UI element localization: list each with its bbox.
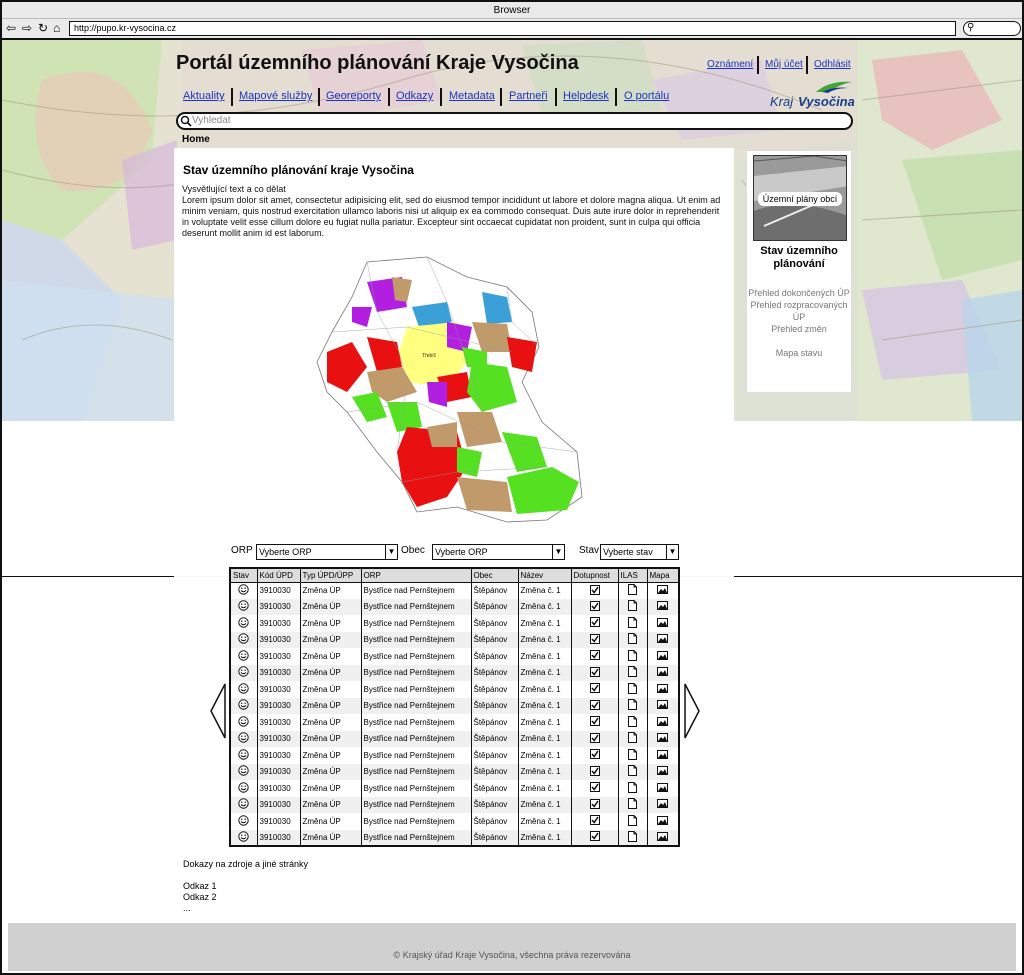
separator <box>231 88 233 106</box>
nav-item-helpdesk[interactable]: Helpdesk <box>563 90 609 102</box>
document-icon[interactable] <box>618 747 647 764</box>
nav-item-metadata[interactable]: Metadata <box>449 90 495 102</box>
cell-kod: 3910030 <box>257 599 300 616</box>
document-icon[interactable] <box>618 582 647 599</box>
thumbnail-image[interactable] <box>753 155 847 241</box>
map-image-icon[interactable] <box>647 648 679 665</box>
cell-obec: Štěpánov <box>471 632 518 649</box>
separator <box>318 88 320 106</box>
plans-table <box>229 567 680 847</box>
col-kod[interactable]: Kód ÚPD <box>257 568 300 582</box>
chevron-down-icon: ▼ <box>385 545 397 559</box>
availability-checkbox-icon[interactable] <box>571 648 618 665</box>
status-smiley-icon <box>230 813 257 830</box>
cell-orp: Bystřice nad Pernštejnem <box>361 731 471 748</box>
cell-orp: Bystřice nad Pernštejnem <box>361 632 471 649</box>
cell-orp: Bystřice nad Pernštejnem <box>361 582 471 599</box>
nav-item-map-services[interactable]: Mapové služby <box>239 90 313 102</box>
cell-kod: 3910030 <box>257 648 300 665</box>
table-row[interactable] <box>230 698 679 715</box>
sidebar-link-completed[interactable]: Přehled dokončených ÚP <box>748 288 850 298</box>
thumbnail-caption: Územní plány obcí <box>758 192 842 206</box>
cell-typ: Změna ÚP <box>300 797 361 814</box>
cell-nazev: Změna č. 1 <box>518 665 571 682</box>
cell-obec: Štěpánov <box>471 780 518 797</box>
cell-typ: Změna ÚP <box>300 582 361 599</box>
link-item[interactable]: Odkaz 2 <box>183 892 217 902</box>
cell-obec: Štěpánov <box>471 813 518 830</box>
intro-paragraph: Lorem ipsum dolor sit amet, consectetur adipisicing elit, sed do eiusmod tempor incididunt ut labore et dolore magna aliqua. Ut enim ad minim veniam, quis nostrud exercitation ullamco laboris nisi ut aliquip ex ea commodo consequat. Duis aute irure dolor in reprehenderit in voluptate velit esse cillum dolore eu fugiat nulla pariatur. Excepteur sint occaecat cupidatat non proident, sunt in culpa qui officia deserunt mollit anim id est laborum. <box>182 195 721 238</box>
sidebar-title: Stav územního plánování <box>760 245 838 270</box>
status-smiley-icon <box>230 830 257 847</box>
table-header-row <box>230 568 679 582</box>
cell-nazev: Změna č. 1 <box>518 648 571 665</box>
document-icon[interactable] <box>618 632 647 649</box>
search-input[interactable] <box>176 112 853 130</box>
chevron-down-icon: ▼ <box>666 545 678 559</box>
cell-orp: Bystřice nad Pernštejnem <box>361 747 471 764</box>
availability-checkbox-icon[interactable] <box>571 582 618 599</box>
table-row[interactable] <box>230 599 679 616</box>
col-mapa[interactable]: Mapa <box>647 568 679 582</box>
cell-obec: Štěpánov <box>471 599 518 616</box>
cell-kod: 3910030 <box>257 632 300 649</box>
nav-item-about[interactable]: O portálu <box>624 90 670 102</box>
status-smiley-icon <box>230 681 257 698</box>
cell-nazev: Změna č. 1 <box>518 764 571 781</box>
cell-typ: Změna ÚP <box>300 648 361 665</box>
table-row[interactable] <box>230 747 679 764</box>
document-icon[interactable] <box>618 698 647 715</box>
separator <box>388 88 390 106</box>
nav-item-georeports[interactable]: Georeporty <box>326 90 382 102</box>
cell-typ: Změna ÚP <box>300 698 361 715</box>
cell-nazev: Změna č. 1 <box>518 714 571 731</box>
search-placeholder: Vyhledat <box>192 115 231 126</box>
status-smiley-icon <box>230 632 257 649</box>
region-map[interactable] <box>307 252 590 525</box>
footer <box>8 923 1016 971</box>
map-image-icon[interactable] <box>647 714 679 731</box>
link-notices[interactable]: Oznámení <box>707 59 754 70</box>
status-smiley-icon <box>230 582 257 599</box>
availability-checkbox-icon[interactable] <box>571 681 618 698</box>
table-row[interactable] <box>230 665 679 682</box>
cell-nazev: Změna č. 1 <box>518 780 571 797</box>
cell-typ: Změna ÚP <box>300 665 361 682</box>
cell-typ: Změna ÚP <box>300 714 361 731</box>
cell-orp: Bystřice nad Pernštejnem <box>361 797 471 814</box>
cell-orp: Bystřice nad Pernštejnem <box>361 813 471 830</box>
cell-typ: Změna ÚP <box>300 599 361 616</box>
map-image-icon[interactable] <box>647 830 679 847</box>
cell-obec: Štěpánov <box>471 830 518 847</box>
map-image-icon[interactable] <box>647 681 679 698</box>
prev-page-arrow-icon[interactable] <box>209 683 227 742</box>
search-icon <box>180 115 192 127</box>
filter-stav-label: Stav <box>579 545 600 556</box>
cell-orp: Bystřice nad Pernštejnem <box>361 615 471 632</box>
status-smiley-icon <box>230 714 257 731</box>
availability-checkbox-icon[interactable] <box>571 698 618 715</box>
logo-vysocina: Vysočina <box>798 94 854 109</box>
cell-nazev: Změna č. 1 <box>518 731 571 748</box>
cell-typ: Změna ÚP <box>300 731 361 748</box>
sidebar-link-map[interactable]: Mapa stavu <box>775 348 823 358</box>
nav-item-news[interactable]: Aktuality <box>183 90 225 102</box>
obec-select[interactable]: Vyberte ORP ▼ <box>432 544 565 560</box>
cell-kod: 3910030 <box>257 731 300 748</box>
cell-nazev: Změna č. 1 <box>518 797 571 814</box>
availability-checkbox-icon[interactable] <box>571 665 618 682</box>
nav-item-links[interactable]: Odkazy <box>396 90 434 102</box>
address-bar[interactable]: http://pupo.kr-vysocina.cz <box>69 21 956 36</box>
cell-nazev: Změna č. 1 <box>518 681 571 698</box>
window-title: Browser <box>2 2 1022 19</box>
document-icon[interactable] <box>618 615 647 632</box>
cell-nazev: Změna č. 1 <box>518 830 571 847</box>
document-icon[interactable] <box>618 665 647 682</box>
cell-typ: Změna ÚP <box>300 632 361 649</box>
stav-select[interactable]: Vyberte stav ▼ <box>600 544 679 560</box>
cell-kod: 3910030 <box>257 582 300 599</box>
col-dostupnost[interactable]: Dotupnost <box>571 568 618 582</box>
table-row[interactable] <box>230 632 679 649</box>
map-image-icon[interactable] <box>647 582 679 599</box>
orp-select[interactable]: Vyberte ORP ▼ <box>256 544 398 560</box>
status-smiley-icon <box>230 780 257 797</box>
cell-nazev: Změna č. 1 <box>518 698 571 715</box>
map-image-icon[interactable] <box>647 665 679 682</box>
map-image-icon[interactable] <box>647 632 679 649</box>
link-logout[interactable]: Odhlásit <box>814 59 851 70</box>
section-heading: Stav územního plánování kraje Vysočina <box>183 163 414 177</box>
cell-nazev: Změna č. 1 <box>518 632 571 649</box>
map-image-icon[interactable] <box>647 599 679 616</box>
browser-toolbar <box>2 19 1022 40</box>
cell-kod: 3910030 <box>257 681 300 698</box>
cell-kod: 3910030 <box>257 797 300 814</box>
cell-kod: 3910030 <box>257 780 300 797</box>
document-icon[interactable] <box>618 681 647 698</box>
table-row[interactable] <box>230 582 679 599</box>
table-row[interactable] <box>230 731 679 748</box>
page-title: Portál územního plánování Kraje Vysočina <box>176 52 579 74</box>
availability-checkbox-icon[interactable] <box>571 632 618 649</box>
separator <box>615 88 617 106</box>
document-icon[interactable] <box>618 797 647 814</box>
sidebar-link-changes[interactable]: Přehled změn <box>771 324 827 334</box>
cell-kod: 3910030 <box>257 813 300 830</box>
col-nazev[interactable]: Název <box>518 568 571 582</box>
separator <box>440 88 442 106</box>
availability-checkbox-icon[interactable] <box>571 830 618 847</box>
availability-checkbox-icon[interactable] <box>571 731 618 748</box>
cell-orp: Bystřice nad Pernštejnem <box>361 698 471 715</box>
cell-orp: Bystřice nad Pernštejnem <box>361 764 471 781</box>
cell-nazev: Změna č. 1 <box>518 615 571 632</box>
cell-orp: Bystřice nad Pernštejnem <box>361 830 471 847</box>
link-item[interactable]: Odkaz 1 <box>183 881 217 891</box>
document-icon[interactable] <box>618 813 647 830</box>
cell-typ: Změna ÚP <box>300 830 361 847</box>
copyright-icon: © <box>393 950 401 960</box>
map-image-icon[interactable] <box>647 615 679 632</box>
map-label-trebic: Třebíč <box>422 353 437 359</box>
cell-orp: Bystřice nad Pernštejnem <box>361 665 471 682</box>
status-smiley-icon <box>230 731 257 748</box>
sidebar-link-in-progress[interactable]: Přehled rozpracovaných ÚP <box>750 300 848 322</box>
cell-obec: Štěpánov <box>471 582 518 599</box>
cell-orp: Bystřice nad Pernštejnem <box>361 780 471 797</box>
document-icon[interactable] <box>618 830 647 847</box>
filter-obec-label: Obec <box>401 545 425 556</box>
table-row[interactable] <box>230 615 679 632</box>
document-icon[interactable] <box>618 764 647 781</box>
cell-obec: Štěpánov <box>471 797 518 814</box>
map-image-icon[interactable] <box>647 747 679 764</box>
table-row[interactable] <box>230 681 679 698</box>
cell-kod: 3910030 <box>257 764 300 781</box>
cell-orp: Bystřice nad Pernštejnem <box>361 681 471 698</box>
col-typ[interactable]: Typ ÚPD/ÚPP <box>300 568 361 582</box>
cell-obec: Štěpánov <box>471 747 518 764</box>
col-obec[interactable]: Obec <box>471 568 518 582</box>
document-icon[interactable] <box>618 599 647 616</box>
table-row[interactable] <box>230 797 679 814</box>
cell-obec: Štěpánov <box>471 731 518 748</box>
status-smiley-icon <box>230 698 257 715</box>
intro-label: Vysvětlující text a co dělat <box>182 184 286 194</box>
availability-checkbox-icon[interactable] <box>571 714 618 731</box>
cell-typ: Změna ÚP <box>300 780 361 797</box>
kraj-vysocina-logo[interactable] <box>770 80 854 110</box>
col-ilas[interactable]: ILAS <box>618 568 647 582</box>
table-row[interactable] <box>230 830 679 847</box>
back-icon[interactable]: ⇦ <box>6 21 17 35</box>
footer-text: Krajský úřad Kraje Vysočina, všechna práva rezervována <box>402 950 631 960</box>
logo-kraj: Kraj <box>770 94 794 109</box>
filter-orp-label: ORP <box>231 545 253 556</box>
availability-checkbox-icon[interactable] <box>571 747 618 764</box>
search-icon: ⚲ <box>967 22 975 33</box>
cell-obec: Štěpánov <box>471 681 518 698</box>
separator <box>500 88 502 106</box>
browser-search[interactable] <box>963 21 1021 36</box>
cell-obec: Štěpánov <box>471 665 518 682</box>
status-smiley-icon <box>230 599 257 616</box>
document-icon[interactable] <box>618 780 647 797</box>
availability-checkbox-icon[interactable] <box>571 780 618 797</box>
reload-icon[interactable]: ↻ <box>38 21 49 35</box>
cell-nazev: Změna č. 1 <box>518 747 571 764</box>
cell-orp: Bystřice nad Pernštejnem <box>361 714 471 731</box>
cell-obec: Štěpánov <box>471 615 518 632</box>
cell-nazev: Změna č. 1 <box>518 599 571 616</box>
map-image-icon[interactable] <box>647 764 679 781</box>
link-my-account[interactable]: Můj účet <box>765 59 803 70</box>
table-row[interactable] <box>230 764 679 781</box>
cell-orp: Bystřice nad Pernštejnem <box>361 648 471 665</box>
table-row[interactable] <box>230 813 679 830</box>
sidebar-card <box>746 150 852 393</box>
cell-typ: Změna ÚP <box>300 747 361 764</box>
table-row[interactable] <box>230 648 679 665</box>
status-smiley-icon <box>230 797 257 814</box>
link-item: ... <box>183 903 191 913</box>
cell-nazev: Změna č. 1 <box>518 813 571 830</box>
cell-typ: Změna ÚP <box>300 681 361 698</box>
status-smiley-icon <box>230 665 257 682</box>
availability-checkbox-icon[interactable] <box>571 615 618 632</box>
availability-checkbox-icon[interactable] <box>571 797 618 814</box>
separator <box>555 88 557 106</box>
document-icon[interactable] <box>618 731 647 748</box>
col-stav[interactable]: Stav <box>230 568 257 582</box>
sidebar-links <box>747 287 851 359</box>
cell-typ: Změna ÚP <box>300 813 361 830</box>
nav-item-partners[interactable]: Partneři <box>509 90 548 102</box>
document-icon[interactable] <box>618 714 647 731</box>
cell-kod: 3910030 <box>257 665 300 682</box>
cell-kod: 3910030 <box>257 615 300 632</box>
status-smiley-icon <box>230 648 257 665</box>
availability-checkbox-icon[interactable] <box>571 599 618 616</box>
map-image-icon[interactable] <box>647 813 679 830</box>
cell-kod: 3910030 <box>257 698 300 715</box>
cell-typ: Změna ÚP <box>300 764 361 781</box>
intro-text <box>182 184 722 239</box>
separator <box>757 56 759 74</box>
document-icon[interactable] <box>618 648 647 665</box>
cell-nazev: Změna č. 1 <box>518 582 571 599</box>
cell-obec: Štěpánov <box>471 648 518 665</box>
chevron-down-icon: ▼ <box>552 545 564 559</box>
map-image-icon[interactable] <box>647 797 679 814</box>
next-page-arrow-icon[interactable] <box>683 683 701 742</box>
cell-kod: 3910030 <box>257 747 300 764</box>
separator <box>806 56 808 74</box>
cell-obec: Štěpánov <box>471 698 518 715</box>
breadcrumb[interactable]: Home <box>182 134 210 145</box>
table-row[interactable] <box>230 714 679 731</box>
cell-orp: Bystřice nad Pernštejnem <box>361 599 471 616</box>
map-image-icon[interactable] <box>647 780 679 797</box>
cell-obec: Štěpánov <box>471 714 518 731</box>
links-section <box>183 859 308 914</box>
cell-kod: 3910030 <box>257 830 300 847</box>
table-row[interactable] <box>230 780 679 797</box>
availability-checkbox-icon[interactable] <box>571 764 618 781</box>
map-image-icon[interactable] <box>647 731 679 748</box>
status-smiley-icon <box>230 764 257 781</box>
cell-obec: Štěpánov <box>471 764 518 781</box>
col-orp[interactable]: ORP <box>361 568 471 582</box>
map-image-icon[interactable] <box>647 698 679 715</box>
home-icon[interactable]: ⌂ <box>53 21 61 35</box>
cell-typ: Změna ÚP <box>300 615 361 632</box>
availability-checkbox-icon[interactable] <box>571 813 618 830</box>
status-smiley-icon <box>230 615 257 632</box>
forward-icon[interactable]: ⇨ <box>22 21 33 35</box>
links-heading: Dokazy na zdroje a jiné stránky <box>183 859 309 869</box>
cell-kod: 3910030 <box>257 714 300 731</box>
status-smiley-icon <box>230 747 257 764</box>
